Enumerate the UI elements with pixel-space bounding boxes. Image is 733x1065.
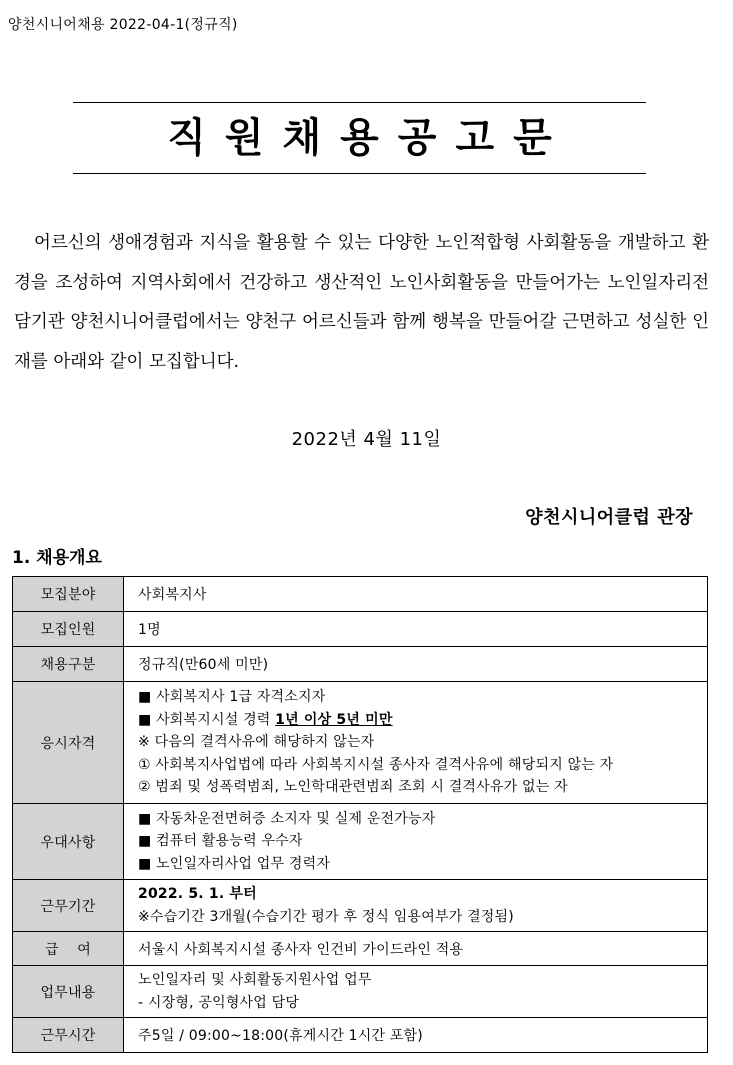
qualification-line: ② 범죄 및 성폭력범죄, 노인학대관련범죄 조회 시 결격사유가 없는 자 <box>138 779 568 796</box>
preference-line: ■ 컴퓨터 활용능력 우수자 <box>138 833 303 850</box>
qualification-line <box>138 709 693 732</box>
qualification-line: ① 사회복지사업법에 따라 사회복지시설 종사자 결격사유에 해당되지 않는 자 <box>138 756 614 773</box>
title-rule-top <box>73 102 646 103</box>
label-hours: 근무시간 <box>13 1018 124 1053</box>
duties-line: 노인일자리 및 사회활동지원사업 업무 <box>138 972 372 988</box>
value-field: 사회복지사 <box>124 577 708 612</box>
value-headcount: 1명 <box>124 612 708 647</box>
qualification-emphasis: 1년 이상 5년 미만 <box>275 711 393 728</box>
qualification-line: ■ 사회복지사 1급 자격소지자 <box>138 689 326 706</box>
table-row <box>13 577 708 612</box>
table-row <box>13 880 708 932</box>
qualification-line: ※ 다음의 결격사유에 해당하지 않는자 <box>138 734 375 751</box>
duties-line: - 시장형, 공익형사업 담당 <box>138 994 300 1011</box>
value-period <box>124 880 708 932</box>
label-headcount: 모집인원 <box>13 612 124 647</box>
table-row <box>13 682 708 804</box>
value-hours: 주5일 / 09:00~18:00(휴게시간 1시간 포함) <box>124 1018 708 1053</box>
period-start: 2022. 5. 1. 부터 <box>138 886 257 902</box>
label-salary: 급 여 <box>13 932 124 966</box>
announcement-date: 2022년 4월 11일 <box>291 429 442 450</box>
label-qualification: 응시자격 <box>13 682 124 804</box>
label-type: 채용구분 <box>13 647 124 682</box>
preference-line: ■ 노인일자리사업 업무 경력자 <box>138 855 331 872</box>
title-rule-bottom <box>73 173 646 174</box>
intro-paragraph <box>14 224 709 382</box>
value-type: 정규직(만60세 미만) <box>124 647 708 682</box>
label-preference: 우대사항 <box>13 804 124 880</box>
value-duties <box>124 966 708 1018</box>
value-qualification <box>124 682 708 804</box>
label-duties: 업무내용 <box>13 966 124 1018</box>
table-row <box>13 612 708 647</box>
page-title: 직원채용공고문 <box>167 115 571 161</box>
section-title-overview: 1. 채용개요 <box>12 548 102 568</box>
table-row <box>13 804 708 880</box>
value-preference <box>124 804 708 880</box>
table-row <box>13 1018 708 1053</box>
document-code: 양천시니어채용 2022-04-1(정규직) <box>8 17 238 33</box>
value-salary: 서울시 사회복지시설 종사자 인건비 가이드라인 적용 <box>124 932 708 966</box>
intro-text: 어르신의 생애경험과 지식을 활용할 수 있는 다양한 노인적합형 사회활동을 개발하고 환경을 조성하여 지역사회에서 건강하고 생산적인 노인사회활동을 만들어가는 노인일자리전담기관 양천시니어클럽에서는 양천구 어르신들과 함께 행복을 만들어갈 근면하고 성실한 인재를 아래와 같이 모집합니다. <box>14 233 709 372</box>
recruitment-overview-table <box>12 576 708 1053</box>
period-probation: ※수습기간 3개월(수습기간 평가 후 정식 임용여부가 결정됨) <box>138 908 514 925</box>
label-period: 근무기간 <box>13 880 124 932</box>
table-row <box>13 647 708 682</box>
qualification-prefix: ■ 사회복지시설 경력 <box>138 711 276 728</box>
table-row <box>13 932 708 966</box>
signer: 양천시니어클럽 관장 <box>525 507 693 528</box>
preference-line: ■ 자동차운전면허증 소지자 및 실제 운전가능자 <box>138 810 436 827</box>
label-field: 모집분야 <box>13 577 124 612</box>
table-row <box>13 966 708 1018</box>
